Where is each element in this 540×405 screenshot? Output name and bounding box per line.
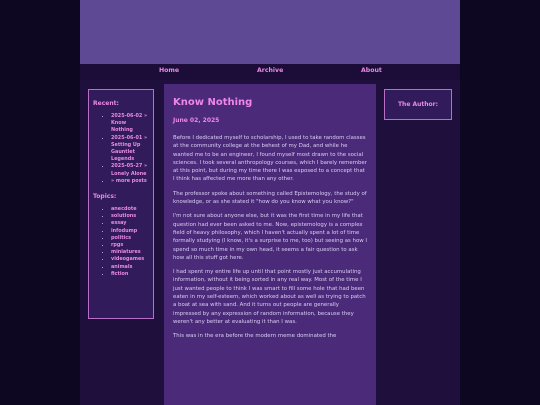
list-item [111,220,149,227]
topic-link[interactable]: anecdote [111,206,137,213]
topic-link[interactable]: infodump [111,227,138,234]
topic-link[interactable]: miniatures [111,249,141,256]
topics-heading: Topics: [93,193,117,201]
post-paragraph: Before I dedicated myself to scholarship, I used to take random classes at the community college at the behest of my Dad, and while he wanted me to be an engineer, I found myself most drawn to the social sciences. I took several anthropology courses, which I barely remember at this point, but during my time there I was exposed to a concept that I think has affected me more than any other. [173,135,367,183]
top-navigation [80,64,460,80]
list-item [111,242,149,249]
list-item [111,264,149,271]
left-sidebar [88,89,154,319]
recent-post-link[interactable]: 2025-06-02 » Know Nothing [111,113,148,134]
topic-link[interactable]: rpgs [111,242,124,249]
list-item [111,163,149,177]
more-posts-link[interactable]: » more posts [111,177,147,184]
list-item [111,178,149,185]
list-item [111,235,149,242]
topic-link[interactable]: fiction [111,270,129,277]
list-item [111,271,149,278]
topic-link[interactable]: videogames [111,256,145,263]
list-item [111,206,149,213]
post-paragraph: I'm not sure about anyone else, but it was the first time in my life that question had ever been asked to me. Now, epistemology is a complex field of heavy philosophy, which I haven't actually spent a lot of time formally studying (I know, it's a surprise to me, too) but seeing as how I spend so much time in my own head, it seems a fair question to ask how all this stuff got here. [173,213,367,261]
list-item [111,135,149,164]
nav-archive-link[interactable]: Archive [257,67,284,74]
post-paragraph: I had spent my entire life up until that point mostly just accumulating information, without it being sorted in any real way. Most of the time I just wanted people to think I was smart to fill some hole that had been eaten in my self-esteem, which worked about as well as trying to patch a boat at sea with sand. And it turns out people are generally impressed by any expression of random information, because they weren't any better at evaluating it than I was. [173,269,366,325]
post-date: June 02, 2025 [173,117,220,124]
recent-posts-list [93,113,149,185]
list-item [111,113,149,135]
author-box [384,89,452,120]
post-paragraph: The professor spoke about something called Epistemology, the study of knowledge, or as she stated it "how do you know what you know?" [173,190,367,206]
site-frame [80,0,460,405]
recent-heading: Recent: [93,100,119,107]
topics-list [93,206,149,278]
header-banner [80,0,460,64]
list-item [111,256,149,263]
topic-link[interactable]: solutions [111,213,137,220]
list-item [111,249,149,256]
author-heading: The Author: [397,101,439,108]
topic-link[interactable]: essay [111,220,127,227]
post-paragraph: This was in the era before the modern meme dominated the [173,333,337,340]
nav-home-link[interactable]: Home [159,67,180,74]
post-title: Know Nothing [173,97,253,108]
topic-link[interactable]: politics [111,234,132,241]
topic-link[interactable]: animals [111,263,133,270]
post-content [164,84,376,405]
nav-about-link[interactable]: About [361,67,382,74]
recent-post-link[interactable]: 2025-05-27 » Lonely Alone [111,163,148,177]
list-item [111,228,149,235]
recent-post-link[interactable]: 2025-06-01 » Setting Up Gauntlet Legends [111,134,148,163]
list-item [111,213,149,220]
